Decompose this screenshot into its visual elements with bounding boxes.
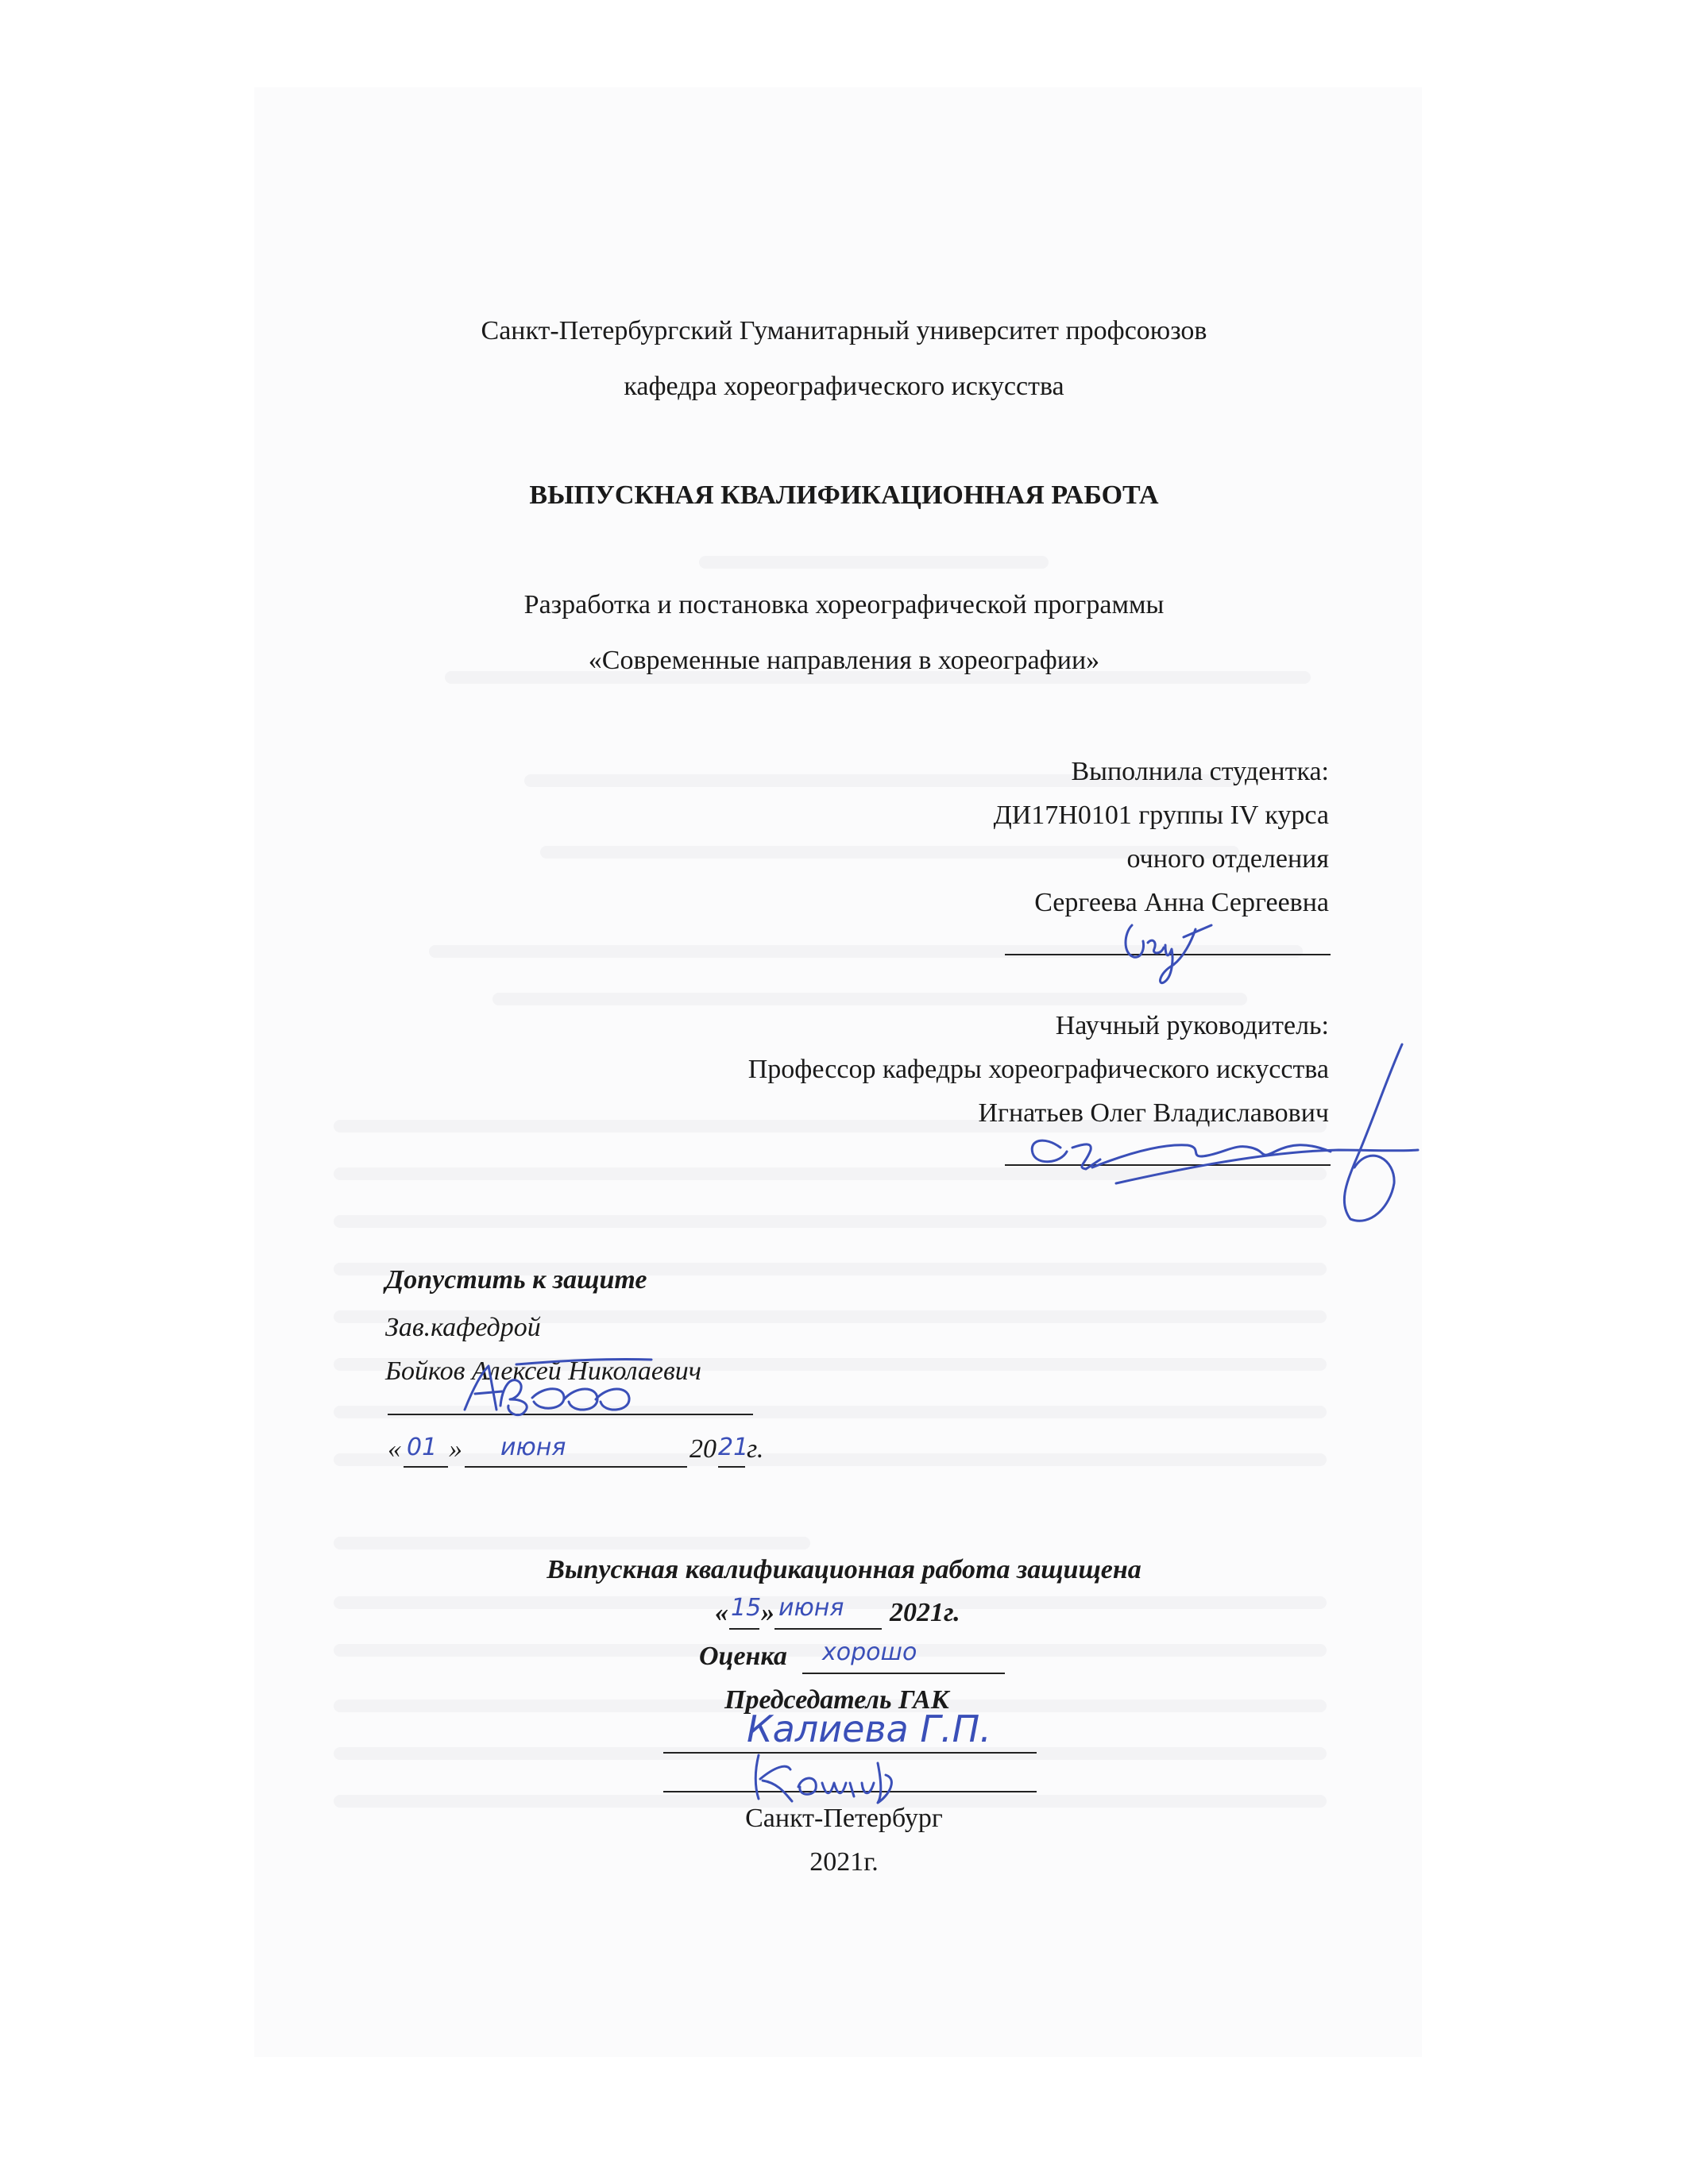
student-signature <box>1116 909 1227 989</box>
admission-date-year-prefix: 20 <box>689 1434 717 1464</box>
footer-year: 2021г. <box>809 1847 879 1877</box>
admission-name: Бойков Алексей Николаевич <box>385 1356 701 1386</box>
defense-date-day: 15 <box>731 1594 762 1622</box>
chair-signature-name: Калиева Г.П. <box>747 1707 991 1750</box>
admission-heading: Допустить к защите <box>385 1265 647 1295</box>
defense-month-line <box>774 1628 882 1630</box>
defense-date-close-quote: » <box>761 1598 774 1627</box>
student-group: ДИ17Н0101 группы IV курса <box>993 801 1329 830</box>
defense-date-year: 2021г. <box>890 1598 960 1627</box>
bleed-through <box>334 1453 1327 1466</box>
admission-date-year-suffix: 21 <box>718 1433 749 1461</box>
admission-date-year-end: г. <box>747 1434 764 1464</box>
bleed-through <box>492 993 1247 1005</box>
grade-label: Оценка <box>699 1642 787 1671</box>
chair-label: Председатель ГАК <box>724 1685 949 1715</box>
supervisor-label: Научный руководитель: <box>1055 1011 1329 1040</box>
admission-date-day: 01 <box>407 1433 438 1461</box>
admission-date-month: июня <box>500 1433 566 1461</box>
chair-signature <box>743 1747 949 1811</box>
student-department-form: очного отделения <box>1126 844 1329 874</box>
footer-city: Санкт-Петербург <box>745 1804 943 1833</box>
admission-year-line <box>718 1466 745 1468</box>
bleed-through <box>334 1537 810 1549</box>
supervisor-position: Профессор кафедры хореографического искусства <box>747 1055 1329 1084</box>
work-type-title: ВЫПУСКНАЯ КВАЛИФИКАЦИОННАЯ РАБОТА <box>529 480 1159 510</box>
defense-day-line <box>729 1628 759 1630</box>
topic-line-2: «Современные направления в хореографии» <box>588 646 1100 675</box>
university-name: Санкт-Петербургский Гуманитарный университет профсоюзов <box>481 316 1207 345</box>
supervisor-signature <box>997 1032 1426 1231</box>
grade-line <box>802 1673 1005 1674</box>
admission-day-line <box>404 1466 448 1468</box>
admission-date-open-quote: « <box>388 1434 401 1464</box>
admission-signature <box>453 1342 659 1422</box>
admission-month-line <box>465 1466 687 1468</box>
admission-date-close-quote: » <box>449 1434 462 1464</box>
student-name: Сергеева Анна Сергеевна <box>1034 888 1329 917</box>
defense-heading: Выпускная квалификационная работа защищена <box>547 1555 1141 1584</box>
defense-date-month: июня <box>778 1594 844 1622</box>
department-name: кафедра хореографического искусства <box>624 372 1064 401</box>
student-label: Выполнила студентка: <box>1071 757 1329 786</box>
grade-value: хорошо <box>822 1638 917 1666</box>
supervisor-name: Игнатьев Олег Владиславович <box>978 1098 1329 1128</box>
defense-date-open-quote: « <box>715 1598 728 1627</box>
bleed-through <box>699 556 1049 569</box>
admission-role: Зав.кафедрой <box>385 1313 541 1342</box>
topic-line-1: Разработка и постановка хореографической программы <box>523 590 1165 619</box>
